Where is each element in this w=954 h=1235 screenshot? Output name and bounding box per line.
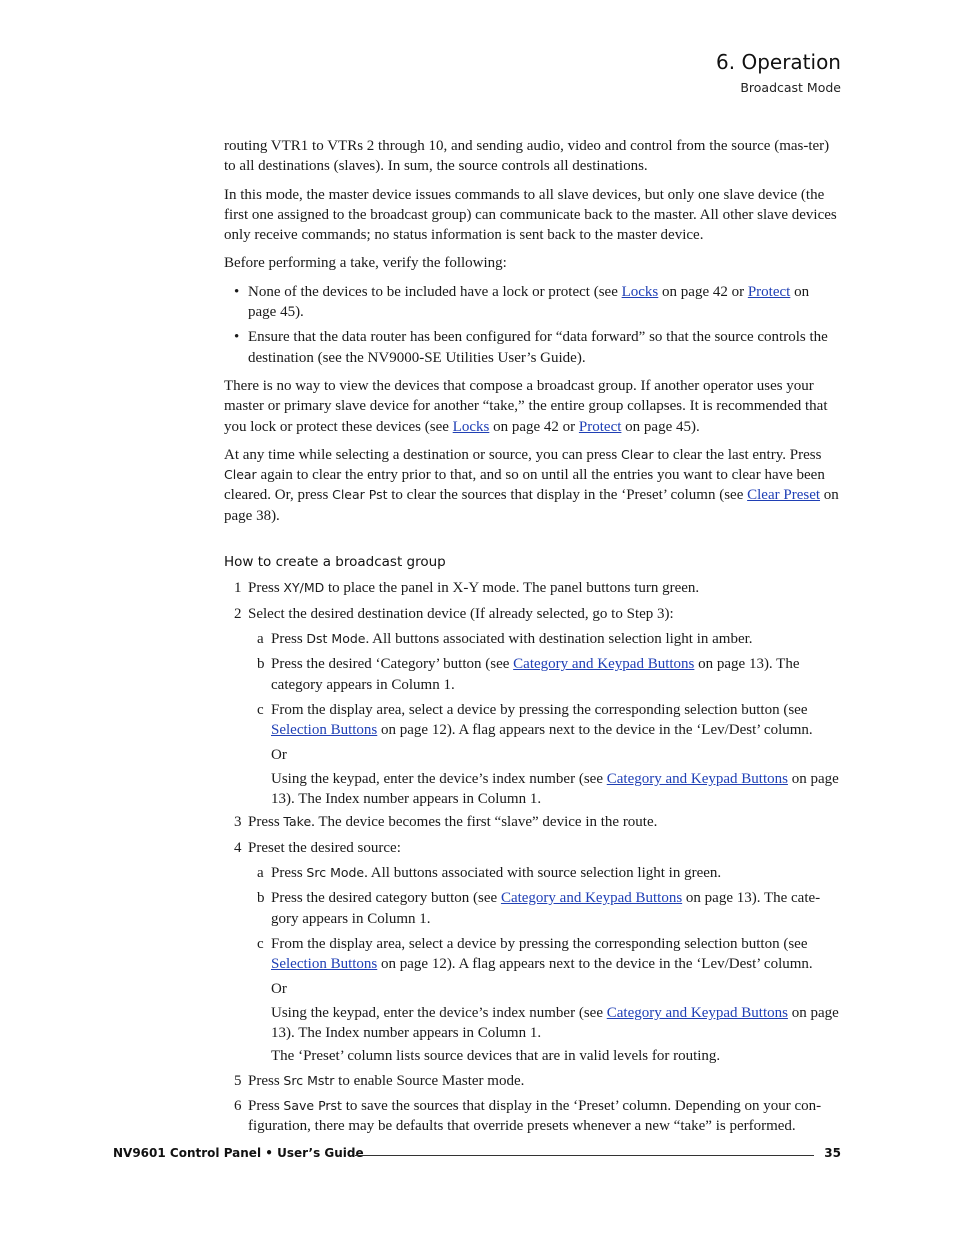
text: . The device becomes the first “slave” device in the route. — [311, 814, 658, 831]
text: on page 12). A flag appears next to the device in the ‘Lev/Dest’ column. — [377, 956, 813, 973]
button-name: Src Mstr — [283, 1072, 335, 1088]
text: on page 42 or — [658, 283, 748, 300]
substep-item — [224, 700, 841, 741]
text: on page 12). A flag appears next to the device in the ‘Lev/Dest’ column. — [377, 722, 813, 739]
step-item — [224, 1071, 841, 1091]
bullet-mark: • — [234, 329, 240, 346]
substep-item — [224, 654, 841, 695]
step-item — [224, 1096, 841, 1137]
substep-continuation — [224, 769, 841, 810]
or-text: Or — [271, 981, 287, 998]
text: Using the keypad, enter the device’s index number (see — [271, 770, 607, 787]
button-name: Clear — [224, 467, 257, 483]
step-item — [224, 838, 841, 858]
link-category-keypad-buttons[interactable]: Category and Keypad Buttons — [500, 890, 683, 907]
text: None of the devices to be included have a lock or protect (see — [248, 283, 622, 300]
text: on page 13). The Index number appears in Column 1. — [271, 1004, 839, 1041]
substep-letter: b — [257, 656, 265, 673]
link-locks[interactable]: Locks — [621, 283, 659, 300]
text: At any time while selecting a destination or source, you can press — [224, 446, 621, 463]
page-body — [224, 136, 841, 1141]
button-name: Clear — [620, 446, 654, 462]
text: . All buttons associated with source selection light in green. — [364, 864, 722, 881]
link-category-keypad-buttons[interactable]: Category and Keypad Buttons — [606, 1004, 788, 1021]
substep-letter: a — [257, 864, 264, 881]
button-name: XY/MD — [283, 580, 325, 596]
text: Press — [248, 1097, 284, 1114]
text: Using the keypad, enter the device’s index number (see — [271, 1004, 607, 1021]
text: on page 42 or — [489, 418, 579, 435]
bullet-item — [224, 282, 841, 323]
substep-letter: c — [257, 701, 264, 718]
button-name: Dst Mode — [306, 630, 366, 646]
document-title: NV9601 Control Panel • User’s Guide — [113, 1146, 364, 1160]
text: From the display area, select a device by pressing the corresponding selection button (see — [271, 701, 808, 718]
text: to clear the last entry. Press — [653, 446, 822, 463]
chapter-title: 6. Operation — [716, 50, 841, 74]
text: on page 38). — [224, 487, 839, 524]
text: There is no way to view the devices that compose a broadcast group. If another operator uses your master or primary slave device for another “take,” the entire group collapses. It is recommended that you lock or protect these devices (see — [224, 377, 828, 435]
step-number: 1 — [234, 580, 242, 597]
paragraph — [224, 376, 841, 437]
text: Press — [248, 1072, 284, 1089]
paragraph — [224, 445, 841, 526]
step-item — [224, 578, 841, 598]
text: Press — [248, 814, 284, 831]
substep-letter: b — [257, 890, 265, 907]
step-item — [224, 812, 841, 832]
text: Select the desired destination device (If already selected, go to Step 3): — [248, 605, 674, 622]
paragraph: Before performing a take, verify the following: — [224, 255, 507, 272]
button-name: Take — [283, 814, 312, 830]
text: From the display area, select a device by pressing the corresponding selection button (see — [271, 935, 808, 952]
text: on page 13). The Index number appears in Column 1. — [271, 770, 839, 808]
step-number: 6 — [234, 1097, 242, 1114]
procedure-heading: How to create a broadcast group — [224, 554, 446, 571]
button-name: Save Prst — [283, 1097, 342, 1113]
text: on page 45). — [621, 418, 700, 435]
text: to save the sources that display in the ‘Preset’ column. Depending on your con-figuration, there may be defaults that override presets whenever a new “take” is performed. — [248, 1097, 822, 1135]
bullet-item — [224, 327, 841, 368]
text: Preset the desired source: — [248, 839, 401, 856]
paragraph: In this mode, the master device issues commands to all slave devices, but only one slave device (the first one assigned to the broadcast group) can communicate back to the master. All other slave devices only receive commands; no status information is sent back to the master device. — [224, 186, 837, 244]
text: again to clear the entry prior to that, and so on until all the entries you want to clear have been cleared. Or, press — [224, 467, 825, 504]
link-protect[interactable]: Protect — [578, 418, 622, 435]
link-selection-buttons[interactable]: Selection Buttons — [271, 956, 378, 973]
or-text: Or — [271, 747, 287, 764]
text: on page 45). — [248, 283, 810, 321]
step-number: 3 — [234, 814, 242, 831]
text: Press the desired category button (see — [271, 890, 501, 907]
text: Press — [271, 630, 307, 647]
text: to place the panel in X-Y mode. The panel buttons turn green. — [324, 580, 700, 597]
link-category-keypad-buttons[interactable]: Category and Keypad Buttons — [606, 770, 788, 787]
substep-item — [224, 629, 841, 649]
bullet-mark: • — [234, 283, 240, 300]
substep-item — [224, 863, 841, 883]
text: to enable Source Master mode. — [334, 1072, 525, 1089]
substep-letter: a — [257, 630, 264, 647]
link-locks[interactable]: Locks — [452, 418, 490, 435]
text: to clear the sources that display in the ‘Preset’ column (see — [387, 487, 748, 504]
footer-rule — [355, 1155, 814, 1156]
text: . All buttons associated with destination selection light in amber. — [365, 630, 753, 647]
page-number: 35 — [824, 1146, 841, 1160]
step-number: 4 — [234, 839, 242, 856]
step-number: 2 — [234, 605, 242, 622]
substep-letter: c — [257, 935, 264, 952]
text: Ensure that the data router has been configured for “data forward” so that the source controls the destination (see the NV9000-SE Utilities User’s Guide). — [248, 329, 828, 366]
link-category-keypad-buttons[interactable]: Category and Keypad Buttons — [513, 656, 695, 673]
preset-note: The ‘Preset’ column lists source devices that are in valid levels for routing. — [271, 1048, 721, 1065]
button-name: Clear Pst — [332, 487, 388, 503]
link-selection-buttons[interactable]: Selection Buttons — [271, 722, 378, 739]
substep-item — [224, 888, 841, 929]
text: Press — [248, 580, 284, 597]
text: Press — [271, 864, 307, 881]
paragraph: routing VTR1 to VTRs 2 through 10, and sending audio, video and control from the source (mas-ter) to all destinations (slaves). In sum, the source controls all destinations. — [224, 138, 830, 175]
substep-continuation — [224, 1003, 841, 1044]
text: on page 13). The cate-gory appears in Column 1. — [271, 890, 821, 927]
substep-item — [224, 934, 841, 975]
link-clear-preset[interactable]: Clear Preset — [747, 487, 821, 504]
step-item — [224, 604, 841, 624]
section-title: Broadcast Mode — [740, 80, 841, 95]
button-name: Src Mode — [306, 864, 365, 880]
link-protect[interactable]: Protect — [747, 283, 791, 300]
page-footer — [113, 1146, 841, 1164]
text: Press the desired ‘Category’ button (see — [271, 656, 514, 673]
text: on page 13). The category appears in Column 1. — [271, 656, 800, 693]
step-number: 5 — [234, 1072, 242, 1089]
